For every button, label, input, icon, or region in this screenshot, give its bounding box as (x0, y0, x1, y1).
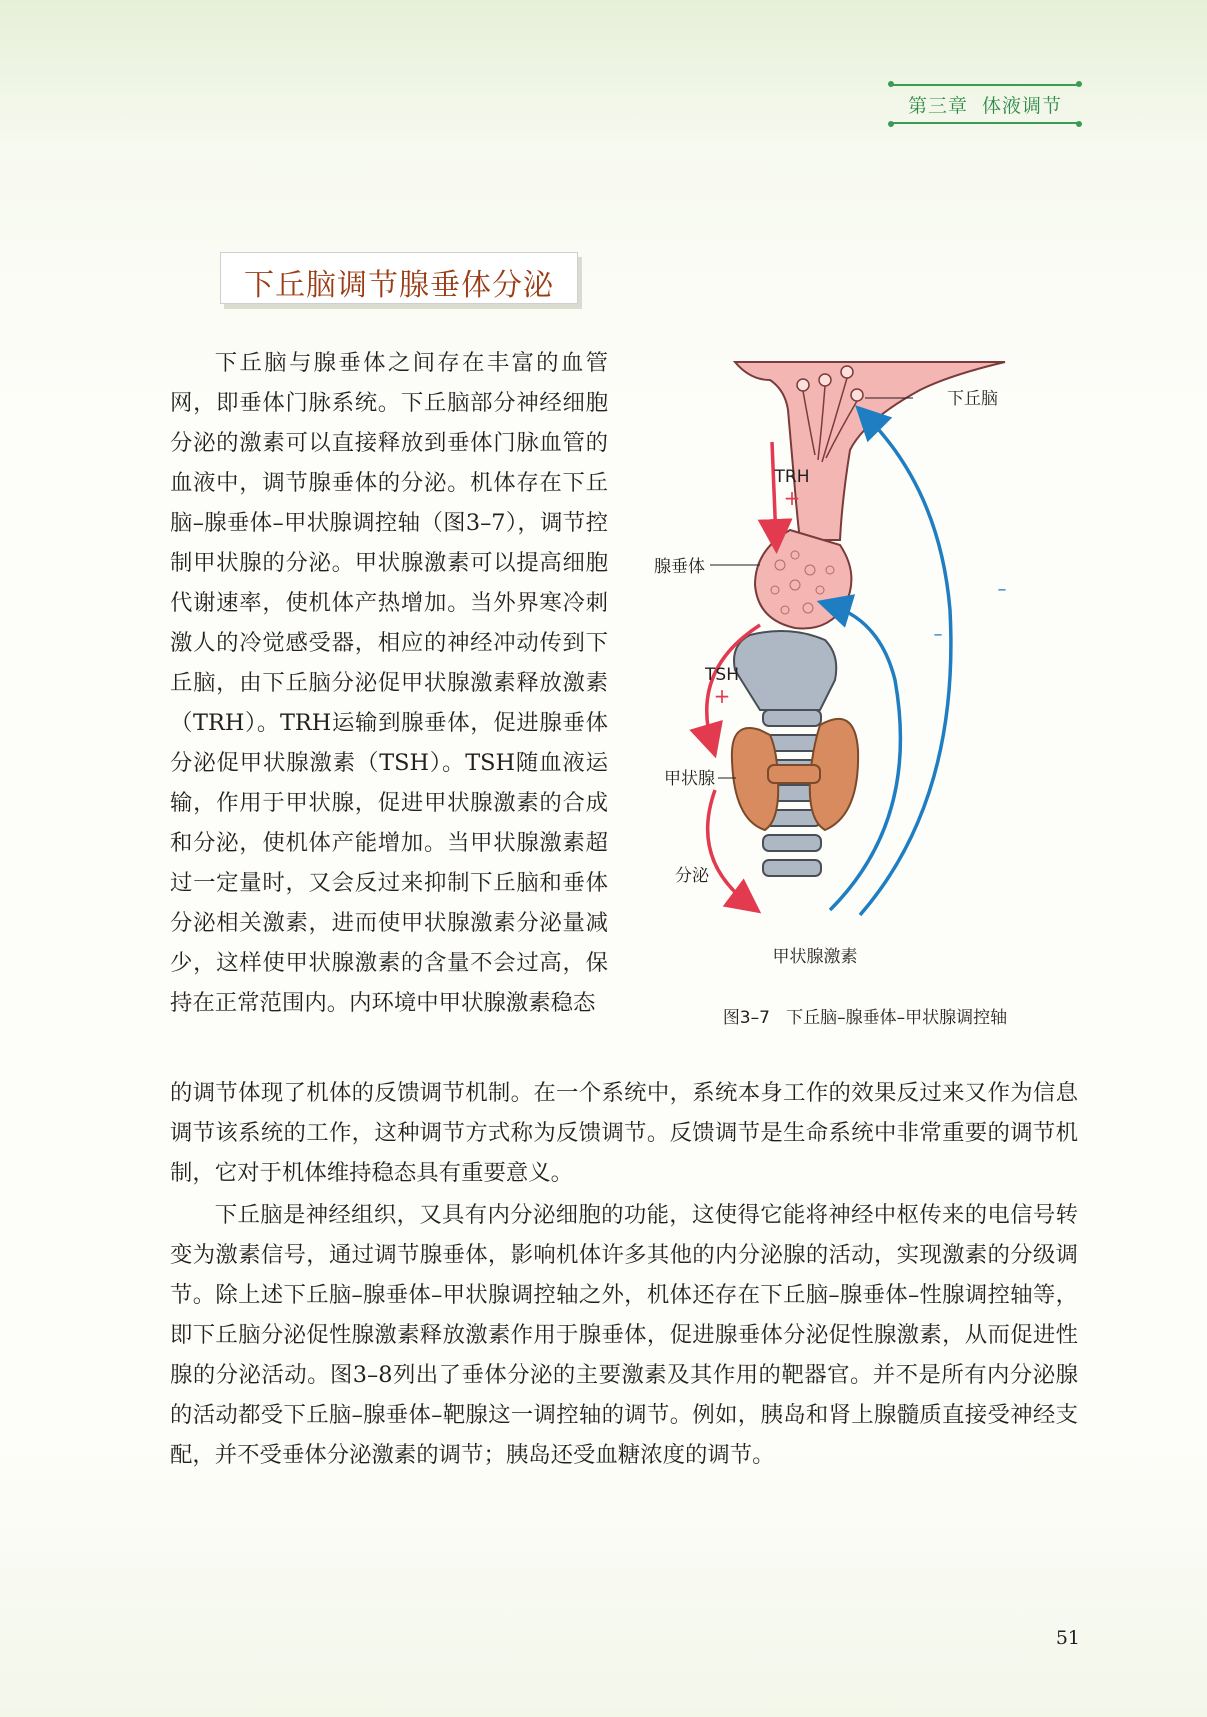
figure-caption-number: 图3–7 (722, 1008, 770, 1028)
label-thyroid: 甲状腺 (664, 769, 715, 789)
label-trh: TRH (774, 467, 810, 487)
figure-caption (690, 1003, 1040, 1028)
figure-caption-title: 下丘脑–腺垂体–甲状腺调控轴 (786, 1008, 1008, 1028)
paragraph-2: 下丘脑是神经组织，又具有内分泌细胞的功能，这使得它能将神经中枢传来的电信号转变为激素信号，通过调节腺垂体，影响机体许多其他的内分泌腺的活动，实现激素的分级调节。除上述下丘脑–腺垂体–甲状腺调控轴之外，机体还存在下丘脑–腺垂体–性腺调控轴等，即下丘脑分泌促性腺激素释放激素作用于腺垂体，促进腺垂体分泌促性腺激素，从而促进性腺的分泌活动。图3–8列出了垂体分泌的主要激素及其作用的靶器官。并不是所有内分泌腺的活动都受下丘脑–腺垂体–靶腺这一调控轴的调节。例如，胰岛和肾上腺髓质直接受神经支配，并不受垂体分泌激素的调节；胰岛还受血糖浓度的调节。 (170, 1202, 1078, 1468)
section-title: 下丘脑调节腺垂体分泌 (244, 268, 554, 303)
paragraph-1: 下丘脑与腺垂体之间存在丰富的血管网，即垂体门脉系统。下丘脑部分神经细胞分泌的激素可以直接释放到垂体门脉血管的血液中，调节腺垂体的分泌。机体存在下丘脑–腺垂体–甲状腺调控轴（图3–7），调节控制甲状腺的分泌。甲状腺激素可以提高细胞代谢速率，使机体产热增加。当外界寒冷刺激人的冷觉感受器，相应的神经冲动传到下丘脑，由下丘脑分泌促甲状腺激素释放激素（TRH）。TRH运输到腺垂体，促进腺垂体分泌促甲状腺激素（TSH）。TSH随血液运输，作用于甲状腺，促进甲状腺激素的合成和分泌，使机体产能增加。当甲状腺激素超过一定量时，又会反过来抑制下丘脑和垂体分泌相关激素，进而使甲状腺激素分泌量减少，这样使甲状腺激素的含量不会过高，保持在正常范围内。内环境中甲状腺激素稳态 (170, 350, 608, 1016)
label-hypothalamus: 下丘脑 (947, 389, 998, 409)
label-pituitary: 腺垂体 (654, 557, 705, 577)
trh-arrow (772, 442, 776, 540)
label-secrete: 分泌 (675, 866, 709, 886)
label-plus-trh: + (783, 486, 801, 510)
label-minus-pituitary: – (933, 624, 943, 645)
chapter-header (891, 84, 1079, 124)
chapter-name: 体液调节 (982, 95, 1063, 117)
header-top-rule (891, 84, 1079, 86)
label-plus-tsh: + (713, 684, 731, 708)
section-title-box (220, 252, 578, 304)
header-dot (888, 81, 894, 87)
header-dot (1076, 81, 1082, 87)
chapter-title (891, 91, 1079, 118)
label-tsh: TSH (705, 665, 739, 685)
header-bottom-rule (891, 122, 1079, 124)
figure-hpt-axis (654, 350, 1060, 970)
label-thyroid-hormone: 甲状腺激素 (772, 947, 858, 967)
feedback-to-hypothalamus-arrow (860, 415, 951, 915)
header-dot (1076, 121, 1082, 127)
page-number: 51 (1055, 1627, 1080, 1649)
label-minus-hypothalamus: – (997, 579, 1007, 600)
pituitary-gland (755, 530, 851, 629)
header-dot (888, 121, 894, 127)
figure-illustration (654, 350, 1060, 970)
paragraph-1-continued: 的调节体现了机体的反馈调节机制。在一个系统中，系统本身工作的效果反过来又作为信息调节该系统的工作，这种调节方式称为反馈调节。反馈调节是生命系统中非常重要的调节机制，它对于机体维持稳态具有重要意义。 (170, 1080, 1078, 1186)
chapter-number: 第三章 (907, 95, 968, 117)
